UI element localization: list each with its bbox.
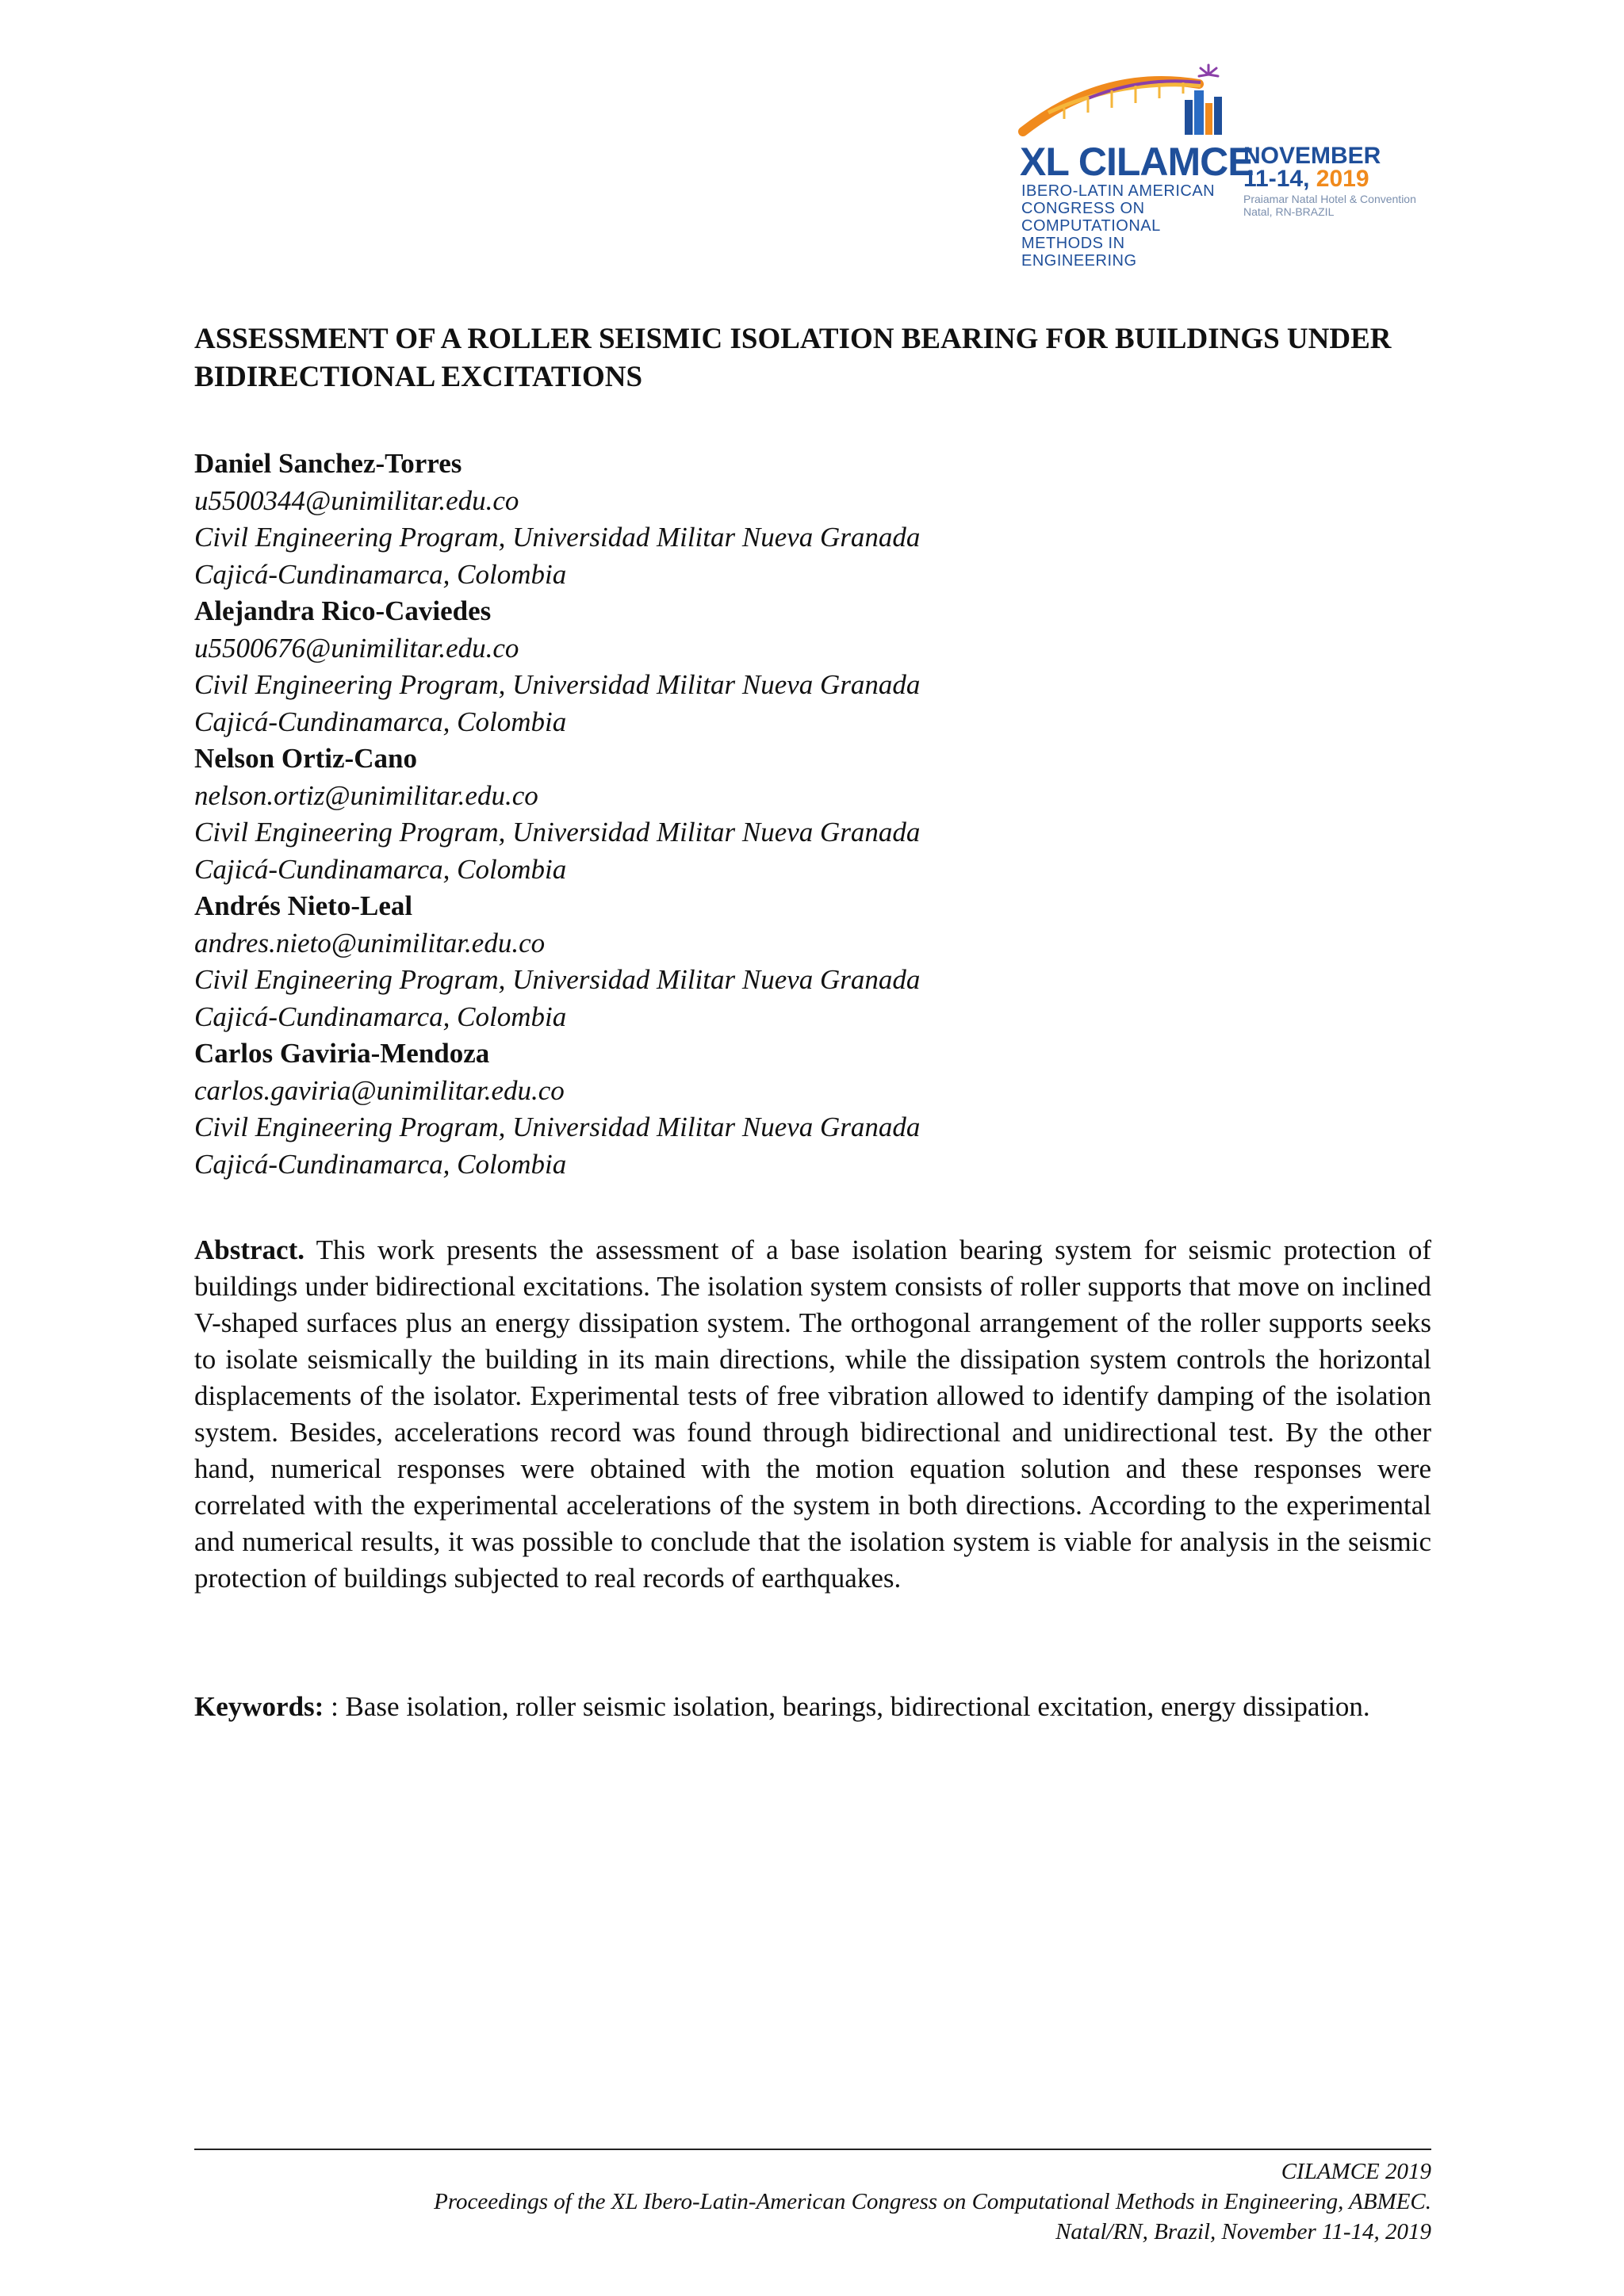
logo-year: 2019 bbox=[1316, 166, 1369, 192]
author-email: u5500676@unimilitar.edu.co bbox=[194, 632, 519, 664]
author-affiliation: Civil Engineering Program, Universidad Militar Nueva Granada bbox=[194, 522, 921, 553]
author-name: Carlos Gaviria-Mendoza bbox=[194, 1038, 490, 1069]
author-location: Cajicá-Cundinamarca, Colombia bbox=[194, 706, 567, 737]
author-list bbox=[194, 446, 1431, 1183]
author-name: Nelson Ortiz-Cano bbox=[194, 743, 417, 774]
author-name: Alejandra Rico-Caviedes bbox=[194, 595, 492, 626]
logo-venue-line: Natal, RN-BRAZIL bbox=[1243, 205, 1335, 218]
author-block bbox=[194, 593, 1431, 740]
author-email: andres.nieto@unimilitar.edu.co bbox=[194, 927, 546, 959]
keywords-label: Keywords: bbox=[194, 1691, 324, 1722]
author-affiliation: Civil Engineering Program, Universidad Militar Nueva Granada bbox=[194, 1112, 921, 1142]
author-block bbox=[194, 1035, 1431, 1183]
keywords bbox=[194, 1689, 1431, 1725]
abstract-text: This work presents the assessment of a base isolation bearing system for seismic protection of buildings under bidirectional excitations. The isolation system consists of roller supports that move on inclined V-shaped surfaces plus an energy dissipation system. The orthogonal arrangement of the roller supports seeks to isolate seismically the building in its main directions, while the dissipation system controls the horizontal displacements of the isolator. Experimental tests of free vibration allowed to identify damping of the isolation system. Besides, accelerations record was found through bidirectional and unidirectional test. By the other hand, numerical responses were obtained with the motion equation solution and these responses were correlated with the experimental accelerations of the system in both directions. According to the experimental and numerical results, it was possible to conclude that the isolation system is viable for analysis in the seismic protection of buildings subjected to real records of earthquakes. bbox=[194, 1234, 1431, 1594]
logo-venue-line: Praiamar Natal Hotel & Convention bbox=[1243, 193, 1416, 205]
abstract-label: Abstract. bbox=[194, 1234, 304, 1265]
arch-bridge-icon bbox=[1017, 62, 1239, 141]
author-affiliation: Civil Engineering Program, Universidad Militar Nueva Granada bbox=[194, 817, 921, 848]
logo-subtitle-line: ENGINEERING bbox=[1021, 252, 1137, 270]
logo-dates bbox=[1243, 167, 1369, 191]
logo-subtitle-line: IBERO-LATIN AMERICAN bbox=[1021, 182, 1216, 200]
author-name: Andrés Nieto-Leal bbox=[194, 890, 413, 921]
paper-title: ASSESSMENT OF A ROLLER SEISMIC ISOLATION BEARING FOR BUILDINGS UNDER BIDIRECTIONAL EXCITATIONS bbox=[194, 323, 1392, 393]
author-block bbox=[194, 740, 1431, 888]
logo-venue bbox=[1243, 193, 1416, 218]
conference-logo bbox=[1017, 62, 1445, 284]
logo-name: XL CILAMCE bbox=[1020, 140, 1254, 184]
logo-subtitle-line: COMPUTATIONAL bbox=[1021, 217, 1161, 235]
footer-conference: CILAMCE 2019 bbox=[1281, 2159, 1431, 2184]
author-email: carlos.gaviria@unimilitar.edu.co bbox=[194, 1074, 565, 1106]
footer-location-date: Natal/RN, Brazil, November 11-14, 2019 bbox=[1055, 2219, 1431, 2244]
author-location: Cajicá-Cundinamarca, Colombia bbox=[194, 1148, 567, 1180]
footer-divider bbox=[194, 2149, 1431, 2150]
keywords-text: : Base isolation, roller seismic isolation, bearings, bidirectional excitation, energy dissipation. bbox=[331, 1691, 1370, 1722]
author-block bbox=[194, 446, 1431, 593]
logo-day-range: 11-14, bbox=[1243, 166, 1310, 192]
abstract bbox=[194, 1232, 1431, 1597]
author-location: Cajicá-Cundinamarca, Colombia bbox=[194, 1001, 567, 1032]
footer-proceedings: Proceedings of the XL Ibero-Latin-American Congress on Computational Methods in Engineering, ABMEC. bbox=[434, 2189, 1431, 2214]
author-email: nelson.ortiz@unimilitar.edu.co bbox=[194, 779, 538, 811]
logo-subtitle-line: METHODS IN bbox=[1021, 235, 1125, 252]
logo-subtitle-line: CONGRESS ON bbox=[1021, 200, 1145, 217]
author-name: Daniel Sanchez-Torres bbox=[194, 448, 462, 479]
page-footer bbox=[194, 2156, 1431, 2247]
author-email: u5500344@unimilitar.edu.co bbox=[194, 484, 519, 516]
author-location: Cajicá-Cundinamarca, Colombia bbox=[194, 558, 567, 590]
author-block bbox=[194, 888, 1431, 1035]
logo-subtitle bbox=[1021, 182, 1215, 270]
logo-month: NOVEMBER bbox=[1243, 143, 1381, 169]
author-affiliation: Civil Engineering Program, Universidad Militar Nueva Granada bbox=[194, 669, 921, 700]
author-affiliation: Civil Engineering Program, Universidad Militar Nueva Granada bbox=[194, 964, 921, 995]
author-location: Cajicá-Cundinamarca, Colombia bbox=[194, 853, 567, 885]
